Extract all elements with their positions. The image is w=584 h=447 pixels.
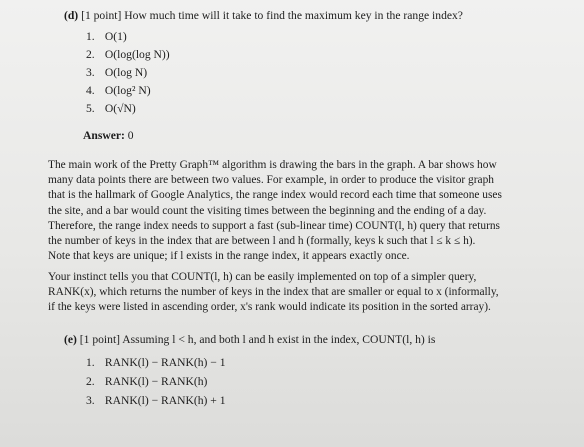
question-e-points: [1 point]	[79, 333, 121, 346]
question-e-heading	[64, 333, 435, 346]
paragraph-2-line: if the keys were listed in ascending order, x's rank would indicate its position in the sorted array).	[48, 301, 491, 314]
question-d-heading	[64, 9, 463, 22]
option-number: 3.	[86, 66, 95, 79]
option-number: 1.	[86, 30, 95, 43]
question-e-option	[86, 394, 226, 407]
option-number: 3.	[86, 394, 95, 407]
paragraph-1-line: the site, and a bar would count the visiting times between the beginning and the ending of a day.	[48, 204, 487, 217]
paragraph-1-line: that is the hallmark of Google Analytics, the range index would record each time that someone uses	[48, 189, 502, 202]
paragraph-1	[48, 158, 556, 264]
question-d-option	[86, 66, 147, 79]
question-d-text: How much time will it take to find the maximum key in the range index?	[124, 9, 463, 22]
question-e-option	[86, 375, 207, 388]
paragraph-1-line: the number of keys in the index that are between l and h (formally, keys k such that l ≤ k ≤ h).	[48, 235, 476, 248]
question-d-option	[86, 102, 136, 115]
option-text: O(log N)	[104, 66, 148, 79]
paragraph-2-line: RANK(x), which returns the number of keys in the index that are smaller or equal to x (informally,	[48, 286, 499, 299]
option-text: O(log(log N))	[104, 48, 170, 61]
question-d-points: [1 point]	[81, 9, 122, 22]
answer-label: Answer:	[83, 129, 125, 142]
question-d-label: (d)	[64, 9, 79, 22]
answer-value: 0	[127, 129, 134, 142]
option-text: RANK(l) − RANK(h) − 1	[104, 356, 226, 369]
paragraph-1-line: Note that keys are unique; if l exists in the range index, it appears exactly once.	[48, 250, 410, 263]
paragraph-1-line: The main work of the Pretty Graph™ algorithm is drawing the bars in the graph. A bar shows how	[48, 159, 497, 171]
question-e-option	[86, 356, 226, 369]
question-e-label: (e)	[64, 333, 77, 346]
question-d-option	[86, 48, 170, 61]
option-number: 1.	[86, 356, 95, 369]
option-number: 2.	[86, 375, 95, 388]
option-text: O(√N)	[104, 102, 136, 115]
question-d-option	[86, 84, 151, 97]
option-text: RANK(l) − RANK(h) + 1	[104, 394, 226, 407]
option-number: 2.	[86, 48, 95, 61]
question-e-text: Assuming l < h, and both l and h exist in the index, COUNT(l, h) is	[122, 333, 436, 346]
paragraph-2-line: Your instinct tells you that COUNT(l, h) can be easily implemented on top of a simpler query,	[48, 271, 477, 283]
option-number: 5.	[86, 102, 95, 115]
option-text: RANK(l) − RANK(h)	[104, 375, 208, 388]
option-text: O(1)	[104, 30, 127, 43]
paragraph-2	[48, 270, 556, 316]
paragraph-1-line: many data points there are between two values. For example, in order to produce the visitor graph	[48, 174, 494, 187]
option-number: 4.	[86, 84, 95, 97]
question-d-option	[86, 30, 127, 43]
answer-line	[83, 129, 134, 142]
option-text: O(log² N)	[104, 84, 151, 97]
paragraph-1-line: Therefore, the range index needs to support a fast (sub-linear time) COUNT(l, h) query that returns	[48, 219, 500, 232]
